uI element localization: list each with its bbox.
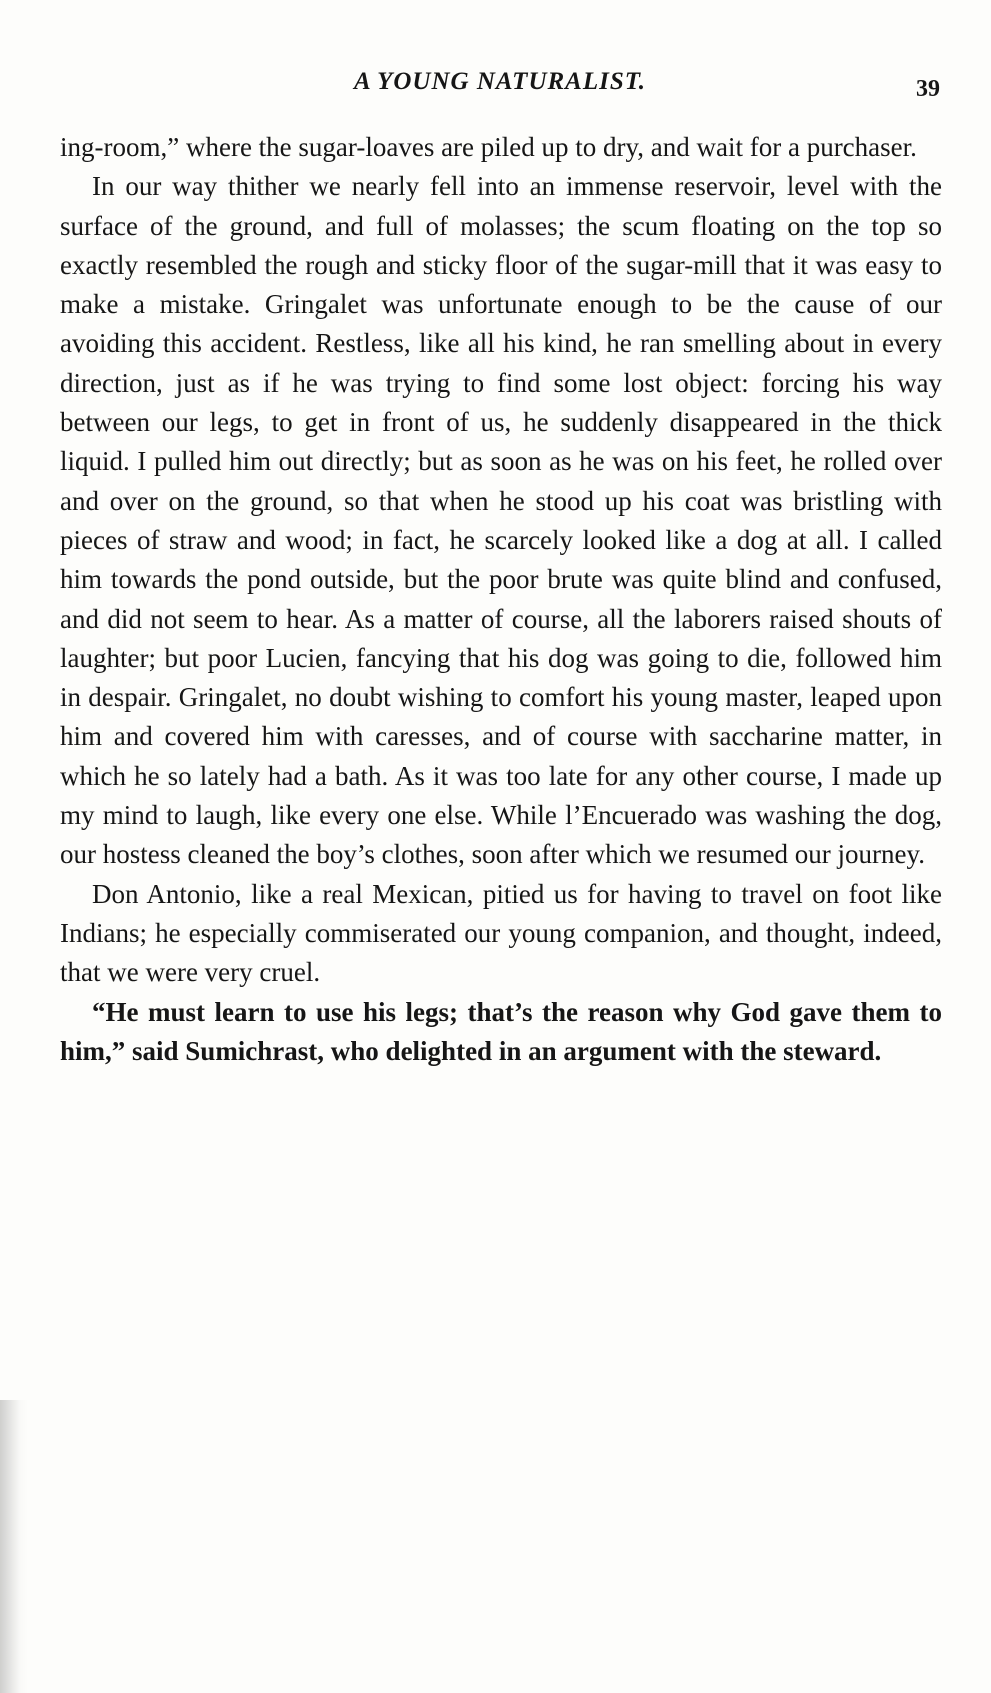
body-text xyxy=(60,128,942,1071)
page-number: 39 xyxy=(916,76,940,102)
running-title: A YOUNG NATURALIST. xyxy=(354,68,646,95)
paragraph-continuation: ing-room,” where the sugar-loaves are piled up to dry, and wait for a purchaser. xyxy=(60,132,917,162)
scan-edge-shadow xyxy=(0,1400,28,1693)
paragraph-reservoir: In our way thither we nearly fell into an immense reservoir, level with the surface of the ground, and full of molasses; the scum floating on the top so exactly resembled the rough and sticky floor of the sugar-mill that it was easy to make a mistake. Gringalet was unfortunate enough to be the cause of our avoiding this accident. Restless, like all his kind, he ran smelling about in every direction, just as if he was trying to find some lost object: forcing his way between our legs, to get in front of us, he suddenly disappeared in the thick liquid. I pulled him out directly; but as soon as he was on his feet, he rolled over and over on the ground, so that when he stood up his coat was bristling with pieces of straw and wood; in fact, he scarcely looked like a dog at all. I called him towards the pond outside, but the poor brute was quite blind and confused, and did not seem to hear. As a matter of course, all the laborers raised shouts of laughter; but poor Lucien, fancying that his dog was going to die, followed him in despair. Gringalet, no doubt wishing to comfort his young master, leaped upon him and covered him with caresses, and of course with saccharine matter, in which he so lately had a bath. As it was too late for any other course, I made up my mind to laugh, like every one else. While l’Encuerado was washing the dog, our hostess cleaned the boy’s clothes, soon after which we resumed our journey. xyxy=(60,171,942,870)
running-head xyxy=(60,68,940,108)
paragraph-sumichrast-quote: “He must learn to use his legs; that’s the reason why God gave them to him,” said Sumichrast, who delighted in an argument with the steward. xyxy=(60,996,942,1066)
paragraph-don-antonio: Don Antonio, like a real Mexican, pitied us for having to travel on foot like Indians; he especially commiserated our young companion, and thought, indeed, that we were very cruel. xyxy=(60,878,942,988)
